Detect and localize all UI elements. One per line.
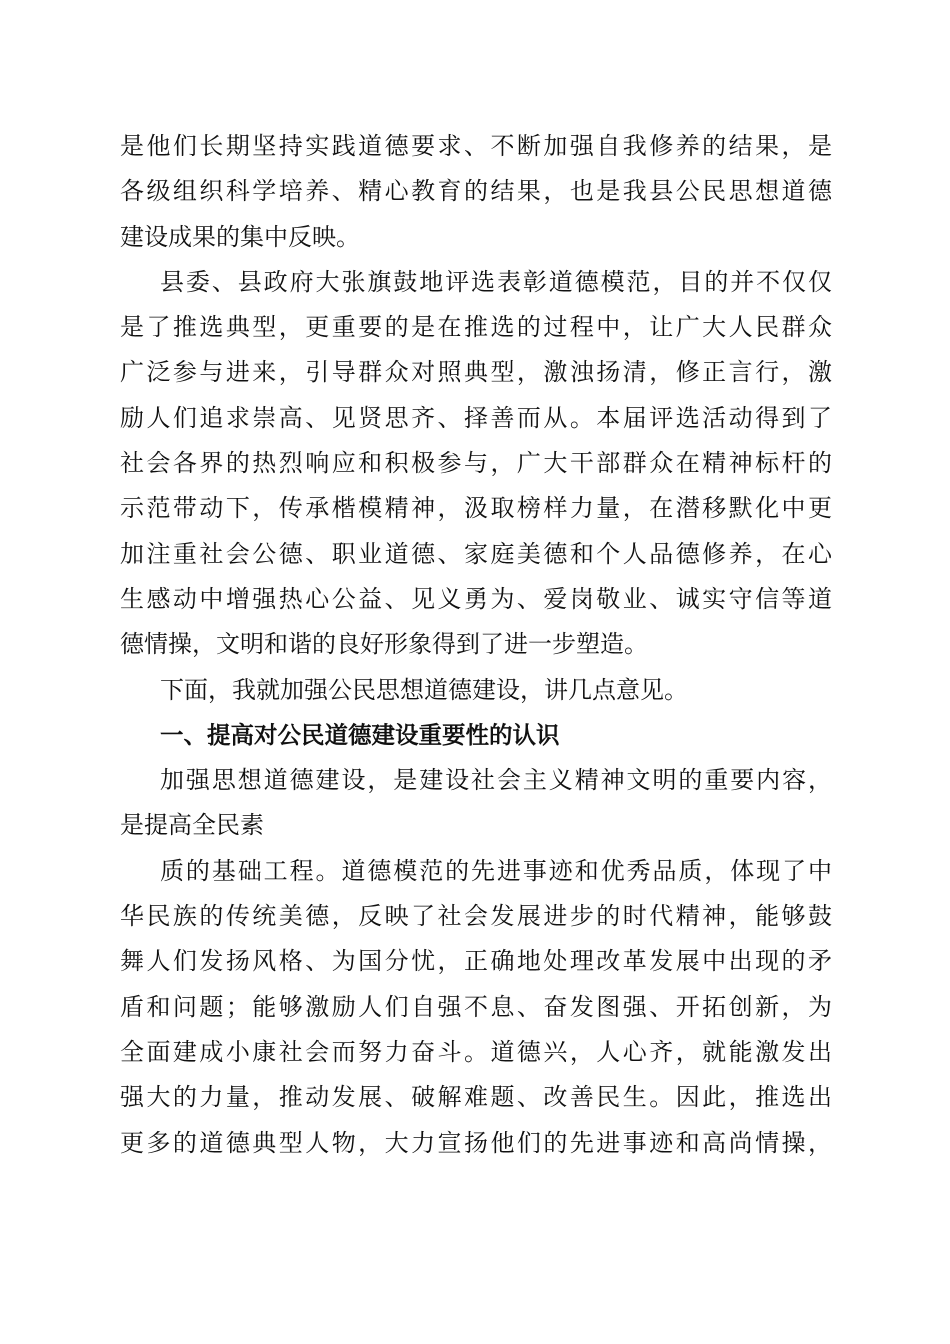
text-line: 示范带动下，传承楷模精神，汲取榜样力量，在潜移默化中更: [120, 494, 832, 523]
text-line: 下面，我就加强公民思想道德建设，讲几点意见。: [160, 675, 688, 704]
text-line: 建设成果的集中反映。: [120, 222, 360, 251]
text-line: 是他们长期坚持实践道德要求、不断加强自我修养的结果，是: [120, 132, 832, 160]
text-line: 加强思想道德建设，是建设社会主义精神文明的重要内容，: [160, 766, 832, 795]
text-line: 生感动中增强热心公益、见义勇为、爱岗敬业、诚实守信等道: [120, 584, 832, 613]
text-line: 德情操，文明和谐的良好形象得到了进一步塑造。: [120, 630, 648, 659]
text-line: 各级组织科学培养、精心教育的结果，也是我县公民思想道德: [120, 177, 832, 206]
section-heading: [120, 713, 832, 758]
paragraph: [120, 758, 832, 849]
text-line: 励人们追求崇高、见贤思齐、择善而从。本届评选活动得到了: [120, 403, 832, 432]
paragraph: [120, 849, 832, 1166]
heading-text: 一、提高对公民道德建设重要性的认识: [160, 720, 560, 749]
paragraph: [120, 124, 832, 260]
text-line: 舞人们发扬风格、为国分忧，正确地处理改革发展中出现的矛: [120, 947, 832, 976]
text-line: 强大的力量，推动发展、破解难题、改善民生。因此，推选出: [120, 1083, 832, 1112]
text-line: 华民族的传统美德，反映了社会发展进步的时代精神，能够鼓: [120, 902, 832, 931]
text-line: 质的基础工程。道德模范的先进事迹和优秀品质，体现了中: [160, 856, 832, 885]
document-page: [120, 124, 832, 1166]
text-line: 县委、县政府大张旗鼓地评选表彰道德模范，目的并不仅仅: [160, 267, 832, 296]
text-line: 是提高全民素: [120, 811, 264, 840]
text-line: 全面建成小康社会而努力奋斗。道德兴，人心齐，就能激发出: [120, 1037, 832, 1066]
text-line: 盾和问题；能够激励人们自强不息、奋发图强、开拓创新，为: [120, 992, 832, 1021]
text-line: 加注重社会公德、职业道德、家庭美德和个人品德修养，在心: [120, 539, 832, 568]
paragraph: [120, 260, 832, 668]
text-line: 广泛参与进来，引导群众对照典型，激浊扬清，修正言行，激: [120, 358, 832, 387]
paragraph: [120, 668, 832, 713]
text-line: 社会各界的热烈响应和积极参与，广大干部群众在精神标杆的: [120, 449, 832, 478]
text-line: 是了推选典型，更重要的是在推选的过程中，让广大人民群众: [120, 313, 832, 342]
text-line: 更多的道德典型人物，大力宣扬他们的先进事迹和高尚情操，: [120, 1128, 832, 1157]
